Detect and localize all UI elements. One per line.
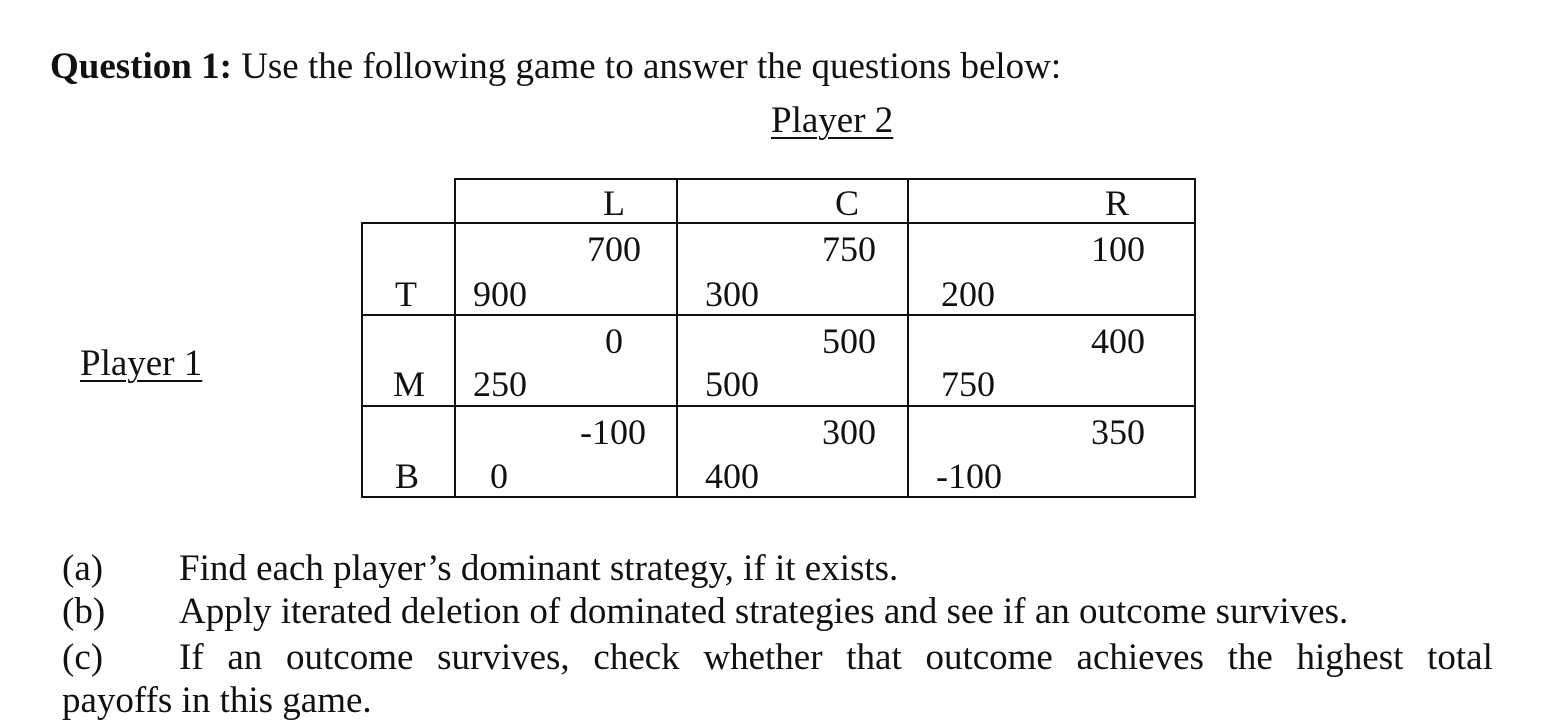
column-header-l: L <box>603 183 625 223</box>
payoff-player-1: 400 <box>705 456 759 496</box>
column-header-r: R <box>1104 183 1130 223</box>
row-header-m: M <box>392 364 426 404</box>
word: check <box>593 637 680 678</box>
sub-question-text <box>179 636 1493 680</box>
sub-question-letter: (a) <box>62 548 104 589</box>
word: total <box>1427 637 1493 678</box>
table-rule-row-1 <box>361 314 1196 316</box>
payoff-player-1: 300 <box>705 274 759 314</box>
table-border-right <box>1194 178 1196 498</box>
sub-question-text: Apply iterated deletion of dominated strategies and see if an outcome survives. <box>179 591 1349 632</box>
table-rule-col-2 <box>676 178 678 498</box>
player-2-label: Player 2 <box>771 100 894 141</box>
payoff-player-2: 750 <box>822 229 876 269</box>
payoff-player-1: 250 <box>473 364 527 404</box>
sub-question-continuation: payoffs in this game. <box>62 680 372 721</box>
sub-question-letter: (c) <box>62 637 104 678</box>
payoff-player-2: 400 <box>1091 321 1145 361</box>
payoff-player-2: -100 <box>580 412 646 452</box>
payoff-player-2: 0 <box>605 321 623 361</box>
payoff-player-2: 700 <box>587 229 641 269</box>
table-rule-col-3 <box>907 178 909 498</box>
table-rule-col-1 <box>454 178 456 498</box>
payoff-player-2: 100 <box>1091 229 1145 269</box>
payoff-player-2: 300 <box>822 412 876 452</box>
payoff-player-2: 350 <box>1091 412 1145 452</box>
table-rule-header <box>361 222 1196 224</box>
payoff-player-1: 0 <box>490 456 508 496</box>
payoff-player-1: -100 <box>936 456 1002 496</box>
payoff-player-1: 750 <box>941 364 995 404</box>
table-border-left <box>361 222 363 498</box>
word: whether <box>703 637 823 678</box>
table-border-top <box>454 178 1196 180</box>
question-text: Use the following game to answer the questions below: <box>231 46 1062 87</box>
table-rule-row-2 <box>361 405 1196 407</box>
question-heading <box>50 44 1061 90</box>
row-header-b: B <box>394 456 420 496</box>
payoff-player-1: 200 <box>941 274 995 314</box>
word: the <box>1227 637 1273 678</box>
table-border-bottom <box>361 496 1196 498</box>
sub-question-text: Find each player’s dominant strategy, if it exists. <box>179 548 899 589</box>
sub-question-letter: (b) <box>62 591 106 632</box>
player-1-label: Player 1 <box>80 343 203 384</box>
question-label: Question 1: <box>50 46 232 87</box>
word: outcome <box>286 637 414 678</box>
word: survives, <box>437 637 570 678</box>
word: achieves <box>1076 637 1204 678</box>
word: outcome <box>925 637 1053 678</box>
row-header-t: T <box>395 274 417 314</box>
word: If <box>179 637 204 678</box>
payoff-player-1: 900 <box>473 274 527 314</box>
word: an <box>227 637 263 678</box>
payoff-player-2: 500 <box>822 321 876 361</box>
word: that <box>846 637 902 678</box>
payoff-player-1: 500 <box>705 364 759 404</box>
column-header-c: C <box>834 183 860 223</box>
word: highest <box>1296 637 1404 678</box>
